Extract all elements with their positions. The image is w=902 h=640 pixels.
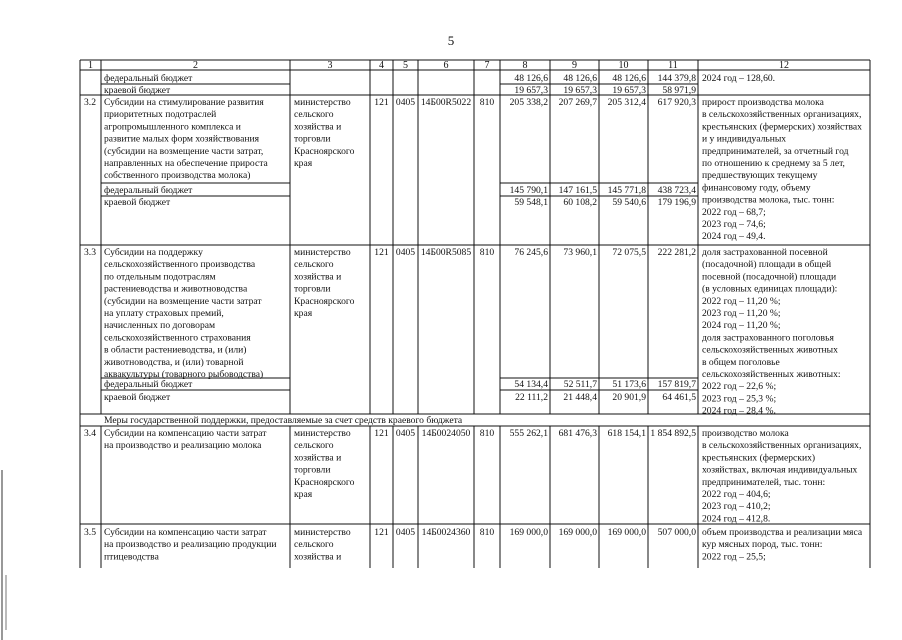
budget-label: федеральный бюджет [104,73,193,84]
row-number: 3.2 [84,97,96,108]
total-value: 205 312,4 [607,97,646,108]
executor-line: хозяйства и [294,271,342,283]
code-cell: 0405 [395,428,416,439]
result-line: производства молока, тыс. тонн: [702,194,835,206]
budget-value: 19 657,3 [514,85,548,96]
total-value: 169 000,0 [607,527,646,538]
budget-value: 48 126,6 [563,73,597,84]
result-line: и у индивидуальных [702,133,787,145]
result-line: 2023 год – 410,2; [702,501,771,513]
budget-label: краевой бюджет [104,392,171,403]
total-value: 169 000,0 [509,527,548,538]
result-line: 2022 год – 11,20 %; [702,295,781,307]
row-number: 3.3 [84,247,96,258]
total-value: 507 000,0 [657,527,696,538]
header-cell: 9 [572,60,577,71]
result-line: 2024 год – 49,4. [702,231,766,243]
executor-line: министерство [294,527,351,538]
measure-name-line: Субсидии на компенсацию части затрат [104,428,267,439]
result-line: по отношению к среднему за 5 лет, [702,158,845,169]
result-line: 2023 год – 74,6; [702,219,766,230]
result-line: посевной (посадочной) площади [702,271,837,283]
budget-label: краевой бюджет [104,85,171,96]
result-line: предпринимателей, тыс. тонн: [702,476,826,488]
budget-value: 19 657,3 [563,85,597,96]
executor-line: министерство [294,247,351,258]
result-line: в сельскохозяйственных организациях, [702,440,862,452]
result-text: 2024 год – 128,60. [702,73,776,84]
measure-name-line: направленных на обеспечение прироста [104,158,268,169]
total-value: 205 338,2 [509,97,548,108]
result-line: доля застрахованной посевной [702,247,828,258]
total-value: 73 960,1 [563,247,597,258]
result-line: 2022 год – 404,6; [702,489,771,500]
total-value: 169 000,0 [558,527,597,538]
budget-value: 21 448,4 [563,392,597,403]
executor-line: сельского [294,109,334,121]
result-line: крестьянских (фермерских) [702,452,816,464]
total-value: 76 245,6 [514,247,548,258]
result-line: (посадочной) площади в общей [702,259,832,271]
result-line: 2023 год – 25,3 %; [702,393,777,405]
result-line: 2024 год – 11,20 %; [702,320,781,332]
code-cell: 14Б00R5085 [420,247,472,258]
code-cell: 14Б0024360 [421,527,471,538]
result-line: крестьянских (фермерских) хозяйствах [702,121,862,133]
total-value: 555 262,1 [509,428,548,439]
header-cell: 10 [618,60,629,71]
code-cell: 810 [479,97,495,108]
result-line: производство молока [702,428,789,439]
measure-name-line: начисленных по договорам [104,320,216,332]
budget-value: 59 548,1 [514,197,548,208]
measure-name-line: собственного производства молока) [104,170,251,182]
budget-value: 64 461,5 [662,392,696,403]
executor-line: края [294,489,313,500]
header-cell: 7 [484,60,490,71]
budget-value: 145 771,8 [607,185,646,196]
header-cell: 11 [668,60,678,71]
result-line: 2022 год – 25,5; [702,551,766,563]
result-line: сельскохозяйственных животных: [702,369,841,380]
result-line: 2024 год – 28,4 %. [702,405,776,417]
budget-label: краевой бюджет [104,197,171,208]
budget-value: 438 723,4 [657,185,696,196]
total-value: 617 920,3 [657,97,696,108]
result-line: в сельскохозяйственных организациях, [702,109,862,121]
budget-value: 157 819,7 [657,379,696,390]
budget-value: 60 108,2 [563,197,597,208]
executor-line: сельского [294,539,334,551]
executor-line: Красноярского [294,145,355,157]
result-line: хозяйствах, включая индивидуальных [702,464,858,476]
executor-line: сельского [294,440,334,452]
budget-value: 48 126,6 [514,73,548,84]
measure-name-line: растениеводства и животноводства [104,283,248,295]
budget-value: 144 379,8 [657,73,696,84]
executor-line: Красноярского [294,295,355,307]
budget-value: 19 657,3 [612,85,646,96]
executor-line: министерство [294,97,351,108]
total-value: 207 269,7 [558,97,597,108]
measure-name-line: (субсидии на возмещение части затрат, [104,145,264,157]
row-number: 3.4 [84,428,96,439]
measure-name-line: птицеводства [104,551,159,563]
code-cell: 14Б0024050 [421,428,471,439]
budget-value: 54 134,4 [514,379,548,390]
measure-name-line: Субсидии на поддержку [104,247,203,258]
total-value: 681 476,3 [558,428,597,439]
measure-name-line: по отдельным подотраслям [104,271,216,283]
code-cell: 810 [479,247,495,258]
budget-value: 51 173,6 [612,379,646,390]
executor-line: края [294,308,313,319]
code-cell: 0405 [395,247,416,258]
header-cell: 2 [193,60,198,71]
budget-value: 52 511,7 [563,379,597,390]
budget-label: федеральный бюджет [104,185,193,196]
result-line: (в условных единицах площади): [702,283,838,295]
result-line: прирост производства молока [702,97,824,108]
section-title: Меры государственной поддержки, предоставляемые за счет средств краевого бюджета [104,415,463,426]
header-cell: 1 [88,60,93,71]
result-line: доля застрахованного поголовья [702,332,834,344]
code-cell: 121 [374,97,389,108]
executor-line: Красноярского [294,476,355,488]
total-value: 72 075,5 [612,247,646,258]
header-cell: 4 [379,60,384,71]
measure-name-line: в области растениеводства, и (или) [104,344,247,356]
code-cell: 121 [374,527,389,538]
executor-line: торговли [294,283,331,295]
code-cell: 121 [374,428,389,439]
header-cell: 5 [403,60,408,71]
measure-name-line: сельскохозяйственного страхования [104,332,251,344]
executor-line: края [294,158,313,169]
executor-line: хозяйства и [294,452,342,464]
budget-value: 179 196,9 [657,197,696,208]
row-number: 3.5 [84,527,96,538]
measure-name-line: (субсидии на возмещение части затрат [104,295,262,307]
measure-name-line: Субсидии на стимулирование развития [104,97,264,108]
header-cell: 6 [443,60,449,71]
budget-value: 145 790,1 [509,185,548,196]
code-cell: 14Б00R5022 [420,97,472,108]
measure-name-line: развитие малых форм хозяйствования [104,133,260,145]
code-cell: 0405 [395,527,416,538]
budget-value: 22 111,2 [515,392,548,403]
code-cell: 810 [479,527,495,538]
header-cell: 12 [779,60,789,71]
budget-value: 58 971,9 [662,85,696,96]
code-cell: 121 [374,247,389,258]
measure-name-line: на уплату страховых премий, [104,308,224,319]
result-line: сельскохозяйственных животных [702,344,838,356]
measure-name-line: Субсидии на компенсацию части затрат [104,527,267,538]
page-number: 5 [447,33,455,48]
total-value: 1 854 892,5 [650,428,696,439]
executor-line: торговли [294,133,331,145]
result-line: 2024 год – 412,8. [702,513,771,525]
measure-name-line: агропромышленного комплекса и [104,121,241,133]
measure-name-line: животноводства, и (или) товарной [104,356,244,368]
executor-line: сельского [294,259,334,271]
executor-line: хозяйства и [294,121,342,133]
executor-line: торговли [294,464,331,476]
measure-name-line: приоритетных подотраслей [104,109,217,121]
executor-line: хозяйства и [294,551,342,563]
measure-name-line: на производство и реализацию продукции [104,539,277,551]
code-cell: 810 [479,428,495,439]
result-line: финансовому году, объему [702,182,811,194]
total-value: 618 154,1 [607,428,646,439]
budget-label: федеральный бюджет [104,379,193,390]
result-line: в общем поголовье [702,356,780,368]
result-line: 2022 год – 22,6 %; [702,381,777,393]
result-line: предпринимателей, за отчетный год [702,145,849,157]
budget-value: 48 126,6 [612,73,646,84]
result-line: объем производства и реализации мяса [702,527,863,538]
result-line: 2023 год – 11,20 %; [702,308,781,319]
budget-value: 59 540,6 [612,197,646,208]
result-line: 2022 год – 68,7; [702,206,766,218]
measure-name-line: на производство и реализацию молока [104,440,262,452]
measure-name-line: сельскохозяйственного производства [104,259,256,271]
executor-line: министерство [294,428,351,439]
code-cell: 0405 [395,97,416,108]
header-cell: 8 [522,60,528,71]
budget-value: 20 901,9 [612,392,646,403]
header-cell: 3 [327,60,333,71]
result-line: предшествующих текущему [702,170,818,182]
result-line: кур мясных пород, тыс. тонн: [702,539,823,551]
total-value: 222 281,2 [657,247,696,258]
budget-value: 147 161,5 [558,185,597,196]
measure-name-line: аквакультуры (товарного рыбоводства) [104,369,264,380]
